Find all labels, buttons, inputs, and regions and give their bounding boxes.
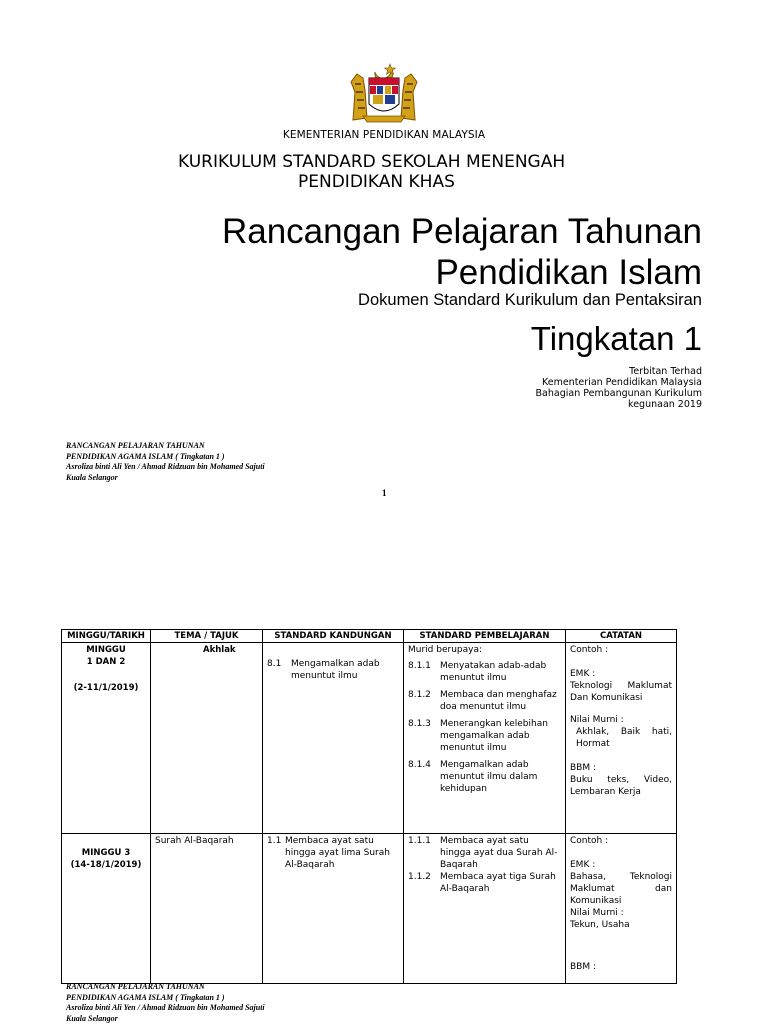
week-cell — [62, 643, 151, 834]
theme-cell: Surah Al-Baqarah — [151, 834, 263, 984]
notes-bbm-value: Buku teks, Video, Lembaran Kerja — [570, 775, 672, 797]
learning-standard-cell — [404, 643, 566, 834]
header-line: RANCANGAN PELAJARAN TAHUNAN — [66, 441, 205, 450]
learning-standard-text: Membaca ayat satu hingga ayat dua Surah Al-Baqarah — [440, 836, 558, 870]
learning-standard-text: Mengamalkan adab menuntut ilmu dalam kehidupan — [440, 760, 538, 794]
notes-example-label: Contoh : — [570, 836, 609, 846]
publication-line: Kementerian Pendidikan Malaysia — [541, 377, 702, 388]
column-header: STANDARD KANDUNGAN — [263, 630, 404, 643]
lesson-plan-table — [61, 629, 677, 984]
table-row — [62, 834, 677, 984]
notes-values-label: Nilai Murni : — [570, 715, 624, 725]
page-header — [66, 441, 265, 483]
page-header — [66, 982, 265, 1024]
notes-emk-label: EMK : — [570, 860, 596, 870]
learning-standard-text: Menerangkan kelebihan mengamalkan adab menuntut ilmu — [440, 719, 548, 753]
content-standard-text: Mengamalkan adab menuntut ilmu — [291, 659, 380, 681]
table-header-row — [62, 630, 677, 643]
publication-line: kegunaan 2019 — [628, 399, 702, 410]
learning-standard-number: 8.1.4 — [408, 760, 431, 770]
publication-info — [536, 366, 702, 410]
learning-standard-number: 8.1.1 — [408, 661, 431, 671]
column-header: STANDARD PEMBELAJARAN — [404, 630, 566, 643]
week-label: MINGGU 3 — [81, 848, 131, 858]
notes-emk-value: Bahasa, Teknologi Maklumat dan Komunikasi — [570, 872, 672, 906]
content-standard-cell — [263, 834, 404, 984]
ministry-name: KEMENTERIAN PENDIDIKAN MALAYSIA — [282, 129, 486, 141]
notes-example-label: Contoh : — [570, 645, 609, 655]
header-line: PENDIDIKAN AGAMA ISLAM ( Tingkatan 1 ) — [66, 992, 225, 1002]
content-standard-number: 1.1 — [267, 836, 282, 846]
notes-emk-value: Teknologi Maklumat Dan Komunikasi — [570, 681, 672, 703]
week-date: (2-11/1/2019) — [73, 683, 139, 693]
learning-standard-number: 1.1.1 — [408, 836, 431, 846]
learning-standard-number: 1.1.2 — [408, 872, 431, 882]
notes-values-value: Akhlak, Baik hati, Hormat — [576, 727, 672, 749]
content-standard-text: Membaca ayat satu hingga ayat lima Surah Al-Baqarah — [285, 836, 390, 870]
learning-standard-text: Membaca dan menghafaz doa menuntut ilmu — [440, 690, 557, 712]
week-date: (14-18/1/2019) — [70, 860, 142, 870]
week-cell — [62, 834, 151, 984]
document-subtitle: Dokumen Standard Kurikulum dan Pentaksiran — [358, 291, 702, 309]
header-line: PENDIDIKAN AGAMA ISLAM ( Tingkatan 1 ) — [66, 451, 225, 461]
learning-standard-text: Membaca ayat tiga Surah Al-Baqarah — [440, 872, 556, 894]
week-number: 1 DAN 2 — [86, 657, 126, 667]
coat-of-arms-icon — [345, 62, 423, 126]
notes-bbm-label: BBM : — [570, 763, 597, 773]
page-number: 1 — [382, 488, 387, 498]
header-line: RANCANGAN PELAJARAN TAHUNAN — [66, 982, 205, 991]
curriculum-title-line1: KURIKULUM STANDARD SEKOLAH MENENGAH — [178, 152, 566, 172]
document-title-line1: Rancangan Pelajaran Tahunan — [221, 212, 702, 251]
header-line: Kuala Selangor — [66, 1013, 118, 1023]
column-header: TEMA / TAJUK — [151, 630, 263, 643]
publication-line: Bahagian Pembangunan Kurikulum — [535, 388, 702, 399]
learning-standard-cell — [404, 834, 566, 984]
content-standard-cell — [263, 643, 404, 834]
notes-emk-label: EMK : — [570, 669, 596, 679]
theme-cell: Akhlak — [151, 643, 263, 834]
learning-standard-number: 8.1.3 — [408, 719, 431, 729]
curriculum-title-line2: PENDIDIKAN KHAS — [298, 172, 455, 192]
header-line: Asroliza binti Ali Yen / Ahmad Ridzuan bin Mohamed Sajuti — [66, 1003, 265, 1012]
content-standard-number: 8.1 — [267, 659, 282, 669]
column-header: CATATAN — [566, 630, 677, 643]
header-line: Kuala Selangor — [66, 472, 118, 482]
publication-line: Terbitan Terhad — [629, 366, 702, 377]
learning-standard-intro: Murid berupaya: — [408, 645, 482, 655]
notes-values-value: Tekun, Usaha — [570, 920, 630, 930]
notes-bbm-label: BBM : — [570, 962, 597, 972]
learning-standard-number: 8.1.2 — [408, 690, 431, 700]
learning-standard-text: Menyatakan adab-adab menuntut ilmu — [440, 661, 547, 683]
week-label: MINGGU — [86, 645, 126, 655]
document-title-line2: Pendidikan Islam — [435, 253, 702, 292]
column-header: MINGGU/TARIKH — [62, 630, 151, 643]
header-line: Asroliza binti Ali Yen / Ahmad Ridzuan bin Mohamed Sajuti — [66, 462, 265, 471]
notes-cell — [566, 643, 677, 834]
notes-values-label: Nilai Murni : — [570, 908, 624, 918]
notes-cell — [566, 834, 677, 984]
form-level: Tingkatan 1 — [530, 320, 702, 357]
table-row — [62, 643, 677, 834]
